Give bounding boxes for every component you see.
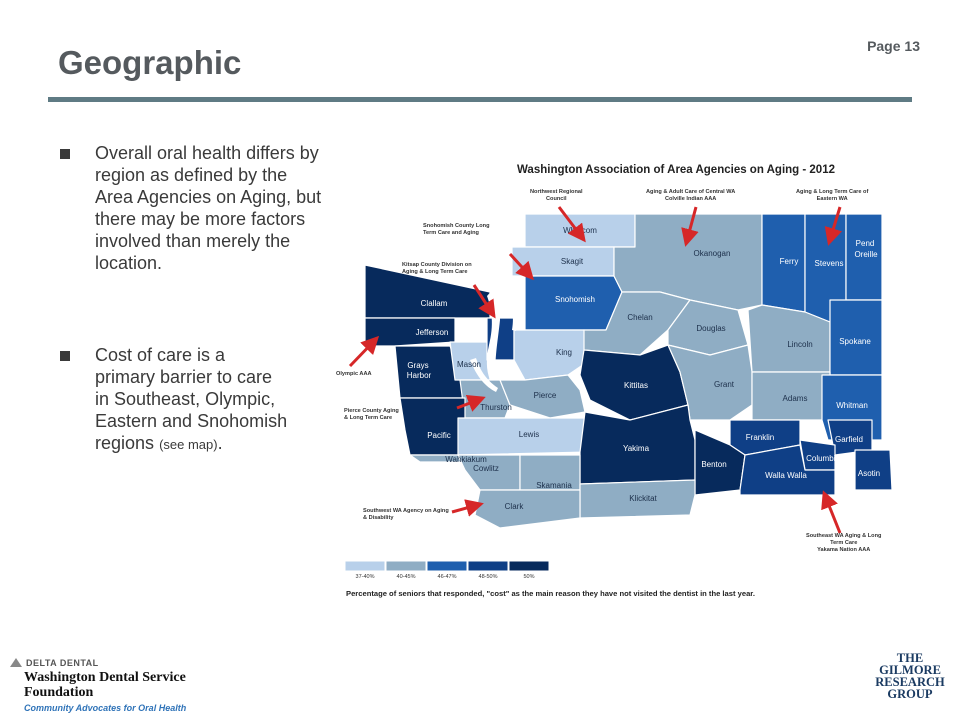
label-lewis: Lewis (518, 430, 540, 439)
foundation-line-1: Washington Dental Service (24, 670, 186, 685)
label-pend-oreille-2: Oreille (854, 250, 878, 259)
label-grays-harbor-2: Harbor (406, 371, 432, 380)
callout-kitsap: Kitsap County Division on Aging & Long Term Care (402, 262, 472, 275)
callout-southwest: Southwest WA Agency on Aging & Disability (363, 508, 449, 521)
county-clark (475, 490, 580, 528)
bullet-end: . (217, 433, 223, 453)
callout-eastern: Aging & Long Term Care of Eastern WA (796, 189, 869, 202)
label-thurston: Thurston (480, 403, 512, 412)
label-garfield: Garfield (834, 435, 864, 444)
arrow-southeast (824, 493, 840, 533)
delta-triangle-icon (10, 658, 22, 667)
bullet-text: Overall oral health differs by region as defined by the Area Agencies on Aging, but there may be more factors involved than merely the location. (95, 143, 322, 273)
label-pacific: Pacific (427, 431, 451, 440)
callout-pierce: Pierce County Aging & Long Term Care (344, 408, 399, 421)
legend-label-50: 50% (523, 574, 535, 580)
label-asotin: Asotin (857, 469, 881, 478)
legend-swatch-40-45 (386, 561, 426, 571)
gilmore-line-2: GILMORE (879, 663, 941, 677)
label-benton: Benton (701, 460, 727, 469)
label-clallam: Clallam (420, 299, 448, 308)
gilmore-line-3: RESEARCH (875, 675, 945, 689)
callout-snohomish: Snohomish County Long Term Care and Aging (423, 223, 490, 236)
delta-dental-logo (10, 658, 99, 668)
label-pierce: Pierce (533, 391, 557, 400)
delta-dental-text: DELTA DENTAL (26, 658, 99, 668)
legend-caption: Percentage of seniors that responded, "cost" as the main reason they have not visited the dentist in the last year. (346, 589, 755, 598)
map-legend (345, 561, 549, 571)
label-stevens: Stevens (814, 259, 844, 268)
legend-swatch-48-50 (468, 561, 508, 571)
legend-label-46-47: 46-47% (437, 574, 457, 580)
callout-northwest: Northwest Regional Council (530, 189, 583, 202)
gilmore-research-logo (870, 652, 950, 700)
label-skagit: Skagit (560, 257, 584, 266)
label-whitman: Whitman (836, 401, 868, 410)
arrow-olympic (350, 338, 377, 366)
slide-title: Geographic (58, 44, 242, 81)
label-walla-walla: Walla Walla (765, 471, 807, 480)
label-king: King (555, 348, 573, 357)
label-cowlitz: Cowlitz (473, 464, 499, 473)
label-jefferson: Jefferson (415, 328, 449, 337)
foundation-slogan: Community Advocates for Oral Health (24, 703, 187, 713)
label-skamania: Skamania (536, 481, 572, 490)
legend-swatch-46-47 (427, 561, 467, 571)
label-grant: Grant (713, 380, 735, 389)
foundation-line-2: Foundation (24, 685, 94, 700)
label-ferry: Ferry (779, 257, 799, 266)
label-wahkiakum: Wahkiakum (445, 455, 487, 464)
label-grays-harbor-1: Grays (407, 361, 429, 370)
legend-swatch-37-40 (345, 561, 385, 571)
label-klickitat: Klickitat (629, 494, 657, 503)
label-lincoln: Lincoln (787, 340, 813, 349)
label-clark: Clark (504, 502, 524, 511)
callout-southeast: Southeast WA Aging & Long Term Care Yakama Nation AAA (806, 533, 882, 553)
label-douglas: Douglas (696, 324, 726, 333)
label-spokane: Spokane (839, 337, 871, 346)
bullet-text: Cost of care is a primary barrier to care in Southeast, Olympic, Eastern and Snohomish regions (95, 345, 288, 453)
label-adams: Adams (782, 394, 808, 403)
label-columbia: Columbia (806, 454, 840, 463)
label-whatcom: Whatcom (563, 226, 597, 235)
label-kittitas: Kittitas (623, 381, 649, 390)
map-title: Washington Association of Area Agencies on Aging - 2012 (517, 164, 835, 176)
label-okanogan: Okanogan (693, 249, 731, 258)
county-king (514, 330, 590, 380)
label-chelan: Chelan (627, 313, 653, 322)
county-pacific (400, 398, 465, 455)
callout-olympic: Olympic AAA (336, 371, 372, 377)
bullet-note: (see map) (159, 437, 218, 452)
label-snohomish: Snohomish (554, 295, 596, 304)
callout-central: Aging & Adult Care of Central WA Colville Indian AAA (646, 189, 736, 202)
legend-label-37-40: 37-40% (355, 574, 375, 580)
label-pend-oreille-1: Pend (855, 239, 875, 248)
legend-swatch-50 (509, 561, 549, 571)
gilmore-line-4: GROUP (887, 687, 933, 701)
label-mason: Mason (456, 360, 482, 369)
label-yakima: Yakima (622, 444, 650, 453)
label-franklin: Franklin (745, 433, 775, 442)
legend-label-40-45: 40-45% (396, 574, 416, 580)
foundation-name (24, 670, 186, 700)
page-number: Page 13 (867, 38, 920, 54)
gilmore-line-1: THE (896, 651, 924, 665)
legend-label-48-50: 48-50% (478, 574, 498, 580)
